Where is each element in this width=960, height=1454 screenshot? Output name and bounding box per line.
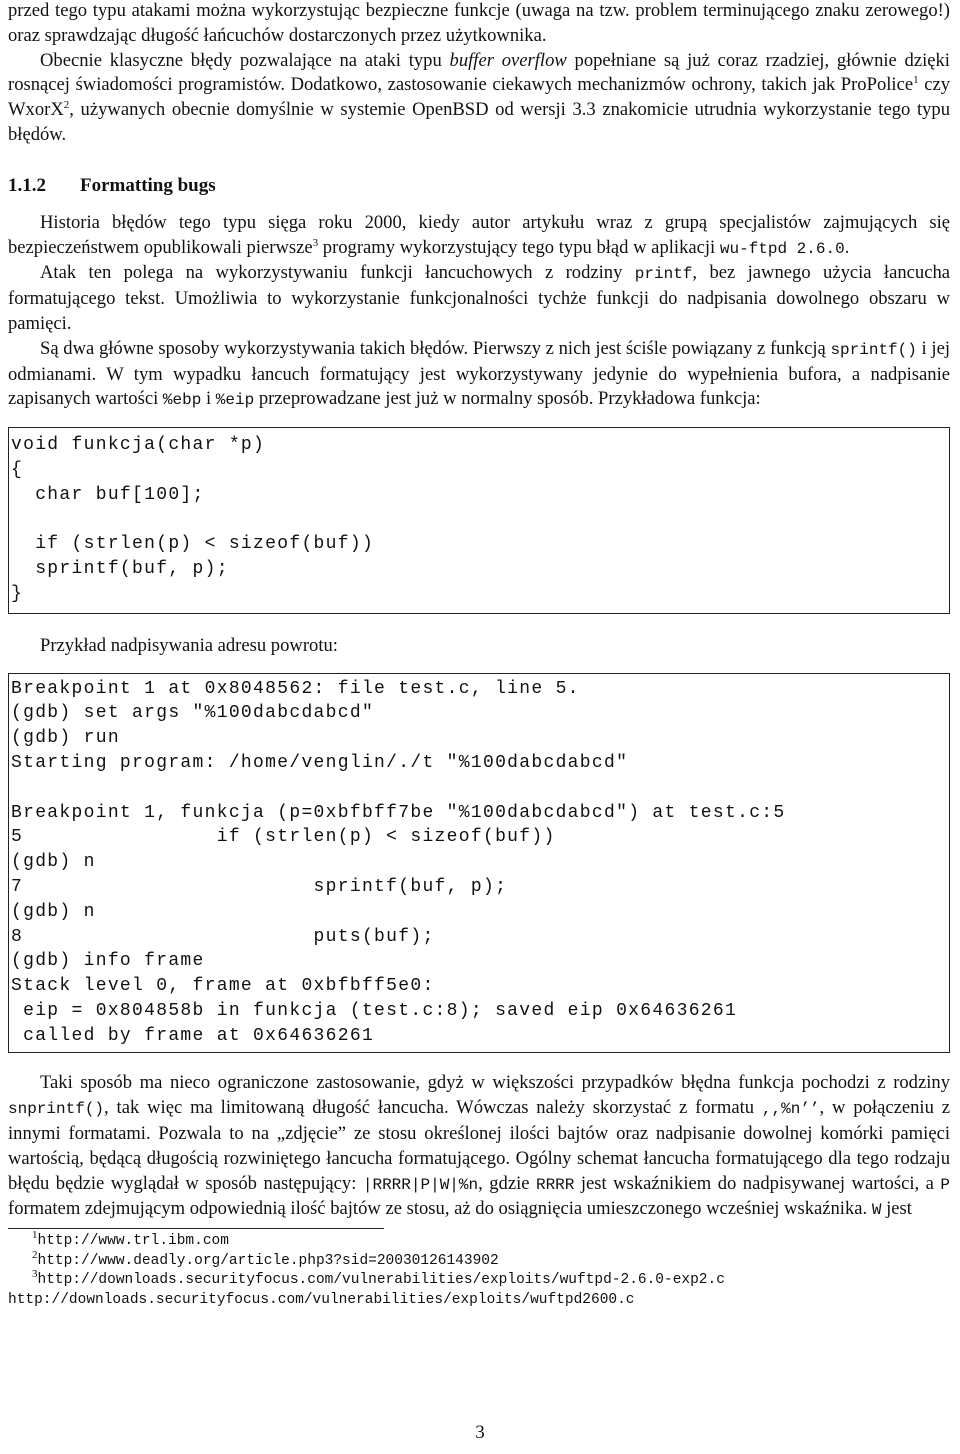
text-span: Taki sposób ma nieco ograniczone zastosowanie, gdyż w większości przypadków błędna funkcja pochodzi z rodziny: [40, 1072, 950, 1094]
page-number: 3: [475, 1422, 485, 1443]
text-span: , bez jawnego użycia łancucha formatującego tekst. Umożliwia to wykorzystanie funkcjonalności tychże funkcji do nadpisania dowolnego obszaru w pamięci.: [8, 262, 950, 334]
code-listing-gdb: [8, 673, 950, 1054]
intro-paragraph: [8, 49, 950, 148]
text-span: Atak ten polega na wykorzystywaniu funkcji łancuchowych z rodziny: [40, 262, 635, 284]
footnote-url[interactable]: http://www.deadly.org/article.php3?sid=20030126143902: [37, 1252, 499, 1269]
text-span: , tak więc ma limitowaną długość łancucha. Wówczas należy skorzystać z formatu: [104, 1097, 762, 1119]
inline-code-eip: %eip: [215, 391, 255, 410]
text-span: i: [201, 388, 216, 410]
body-paragraph-4: [8, 1071, 950, 1223]
footnote-url[interactable]: http://downloads.securityfocus.com/vulnerabilities/exploits/wuftpd-2.6.0-exp2.c: [37, 1272, 725, 1289]
section-heading: [8, 174, 950, 198]
code-listing-function: [8, 427, 950, 614]
inline-code-rrrr: RRRR: [535, 1175, 575, 1194]
inline-code-n-format: ,,%n’’: [761, 1100, 820, 1119]
text-span: Są dwa główne sposoby wykorzystywania takich błędów. Pierwszy z nich jest ściśle powiązany z funkcją: [40, 337, 831, 359]
section-number: 1.1.2: [8, 174, 46, 196]
text-span: , gdzie: [478, 1172, 536, 1194]
intro-continuation: przed tego typu atakami można wykorzystując bezpieczne funkcje (uwaga na tzw. problem terminującego znaku zerowego!) oraz sprawdzając długość łańcuchów dostarczonych przez użytkownika.: [8, 0, 950, 46]
text-span: jest wskaźnikiem do nadpisywanej wartości, a: [574, 1172, 941, 1194]
footnote-mark: 1: [32, 1229, 38, 1242]
text-span: .: [844, 236, 850, 258]
text-span: czy WxorX: [8, 74, 951, 121]
footnote-ref-3: 3: [312, 236, 319, 249]
gdb-session-text: Breakpoint 1 at 0x8048562: file test.c, line 5. (gdb) set args "%100dabcdabcd" (gdb) run Starting program: /home/venglin/./t "%100dabcdabcd" Breakpoint 1, funkcja (p=0xbfbff7be "%100dabcdabcd") at test.c:5 5 if (strlen(p) < sizeof(buf)) (gdb) n 7 sprintf(buf, p); (gdb) n 8 puts(buf); (gdb) info frame Stack level 0, frame at 0xbfbff5e0: eip = 0x804858b in funkcja (test.c:8); saved eip 0x64636261 called by frame at 0x64636261: [11, 678, 786, 1046]
section-title: Formatting bugs: [80, 174, 216, 196]
inline-code-w: W: [871, 1201, 882, 1220]
text-span: przeprowadzane jest już w normalny sposób. Przykładowa funkcja:: [254, 388, 761, 410]
footnote-mark: 2: [32, 1248, 38, 1261]
body-paragraph-1: [8, 211, 950, 262]
page: [8, 0, 950, 1310]
inline-code-snprintf: snprintf(): [8, 1100, 105, 1119]
inline-code-format-schema: |RRRR|P|W|%n: [362, 1175, 479, 1194]
text-span: , w połączeniu z innymi formatami. Pozwala to na „zdjęcie” ze stosu określonej ilości bajtów oraz nadpisanie dowolnej komórki pamięci wartością, będącą długością rozwiniętego łancucha formatującego. Ogólny schemat łancucha formatującego dla tego rodzaju błędu będzie wyglądał w sposób następujący:: [8, 1097, 950, 1194]
inline-code-p: P: [940, 1175, 950, 1194]
footnote-3-continued[interactable]: http://downloads.securityfocus.com/vulnerabilities/exploits/wuftpd2600.c: [8, 1291, 635, 1308]
text-span: Obecnie klasyczne błędy pozwalające na ataki typu: [40, 49, 450, 71]
text-span: i jej odmianami. W tym wypadku łancuch formatujący jest wykorzystywany jedynie do wypełnienia bufora, a nadpisanie zapisanych wartości: [8, 337, 950, 410]
body-paragraph-3: [8, 337, 950, 413]
body-paragraph-2: [8, 261, 950, 336]
emphasis-buffer-overflow: buffer overflow: [449, 49, 567, 71]
text-span: , używanych obecnie domyślnie w systemie OpenBSD od wersji 3.3 znakomicie utrudnia wykorzystanie tego typu błędów.: [8, 99, 950, 145]
footnote-1[interactable]: [8, 1229, 950, 1252]
inline-code-ebp: %ebp: [162, 391, 202, 410]
inline-code-printf: printf: [634, 265, 693, 284]
footnote-ref-2: 2: [63, 99, 70, 111]
footnote-3[interactable]: [8, 1268, 950, 1291]
inline-code-wu-ftpd: wu-ftpd 2.6.0: [719, 239, 845, 258]
text-span: jest: [881, 1198, 912, 1220]
footnote-url[interactable]: http://www.trl.ibm.com: [37, 1233, 229, 1250]
text-span: formatem zdejmującym odpowiednią ilość bajtów ze stosu, aż do osiągnięcia umieszczonego wcześniej wskaźnika.: [8, 1198, 872, 1220]
footnote-mark: 3: [32, 1268, 38, 1281]
text-span: popełniane są już coraz rzadziej, głównie dzięki rosnącej świadomości programistów. Dodatkowo, zastosowanie ciekawych mechanizmów ochrony, takich jak ProPolice: [8, 49, 950, 96]
inline-code-sprintf: sprintf(): [830, 340, 917, 359]
footnote-rule: [8, 1228, 384, 1229]
footnotes: [8, 1229, 950, 1310]
text-span: programy wykorzystujący tego typu błąd w aplikacji: [318, 236, 720, 258]
text-span: Historia błędów tego typu sięga roku 2000, kiedy autor artykułu wraz z grupą specjalistów zajmujących się bezpieczeństwem opublikowali pierwsze: [8, 211, 950, 258]
code-listing-text: void funkcja(char *p) { char buf[100]; if (strlen(p) < sizeof(buf)) sprintf(buf, p); }: [11, 435, 375, 604]
footnote-ref-1: 1: [913, 74, 919, 87]
footnote-2[interactable]: [8, 1248, 950, 1272]
listing-caption: Przykład nadpisywania adresu powrotu:: [40, 634, 338, 656]
